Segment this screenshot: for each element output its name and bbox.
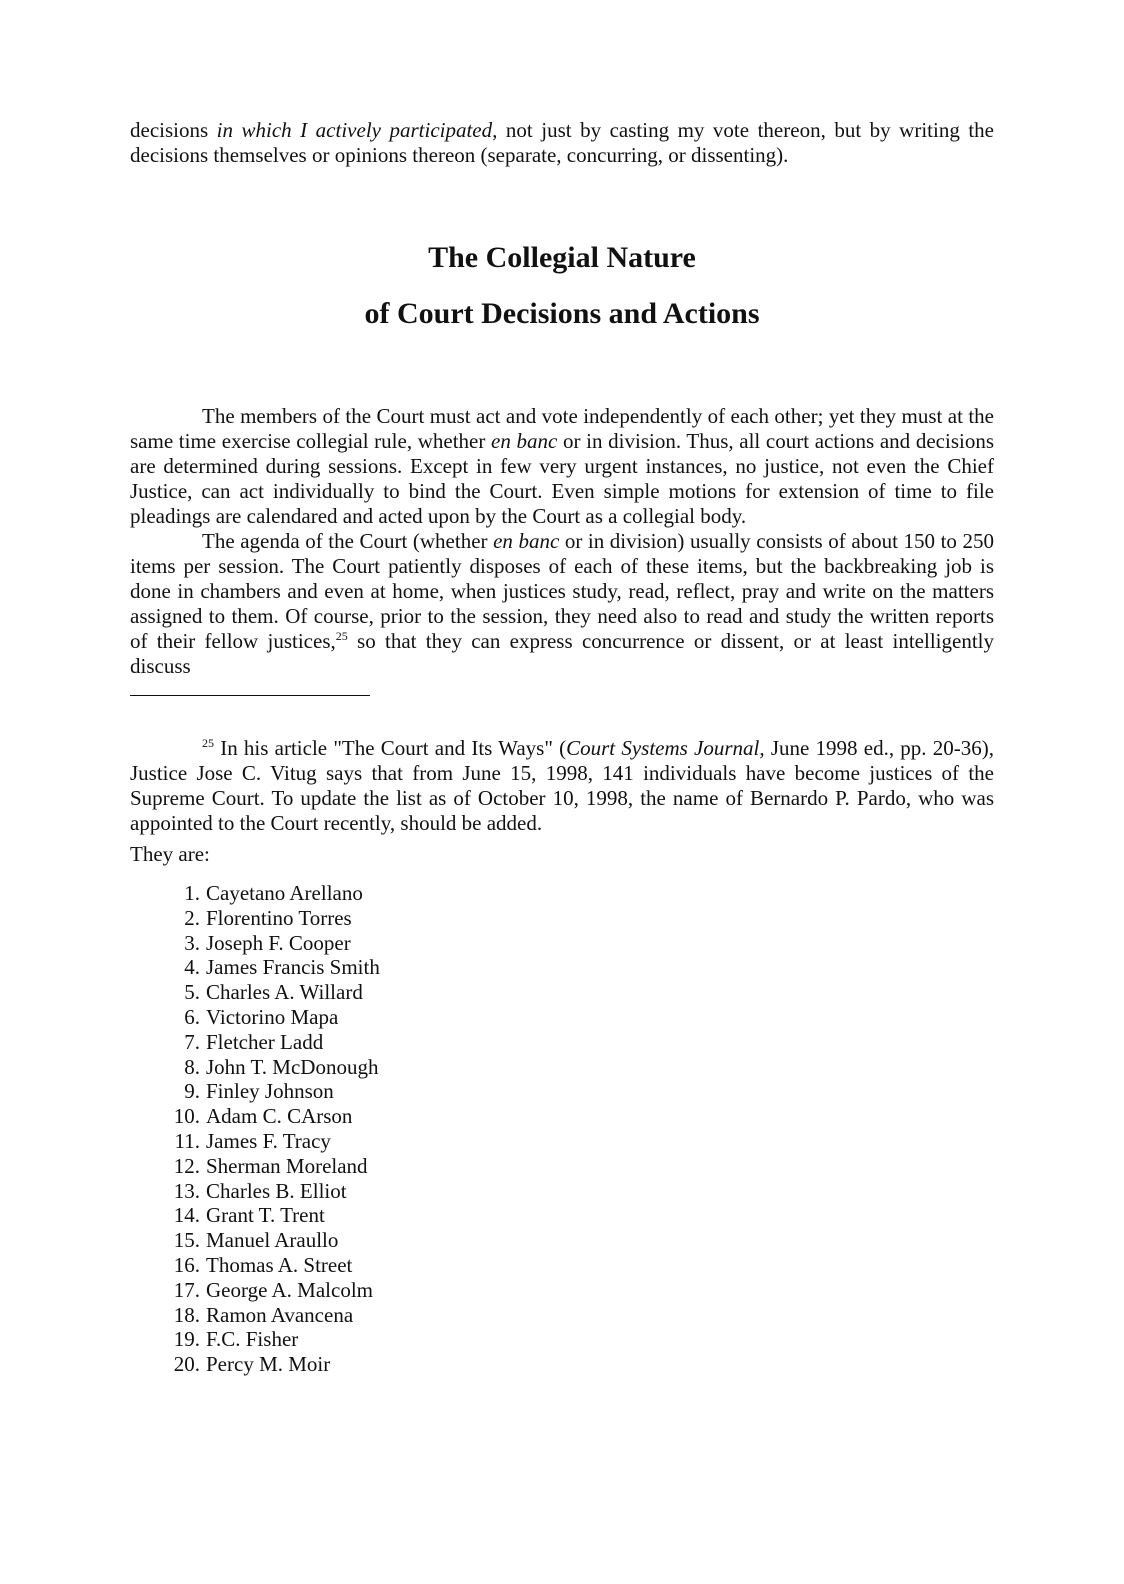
paragraph-agenda (130, 529, 994, 679)
list-item (130, 1104, 994, 1129)
list-item-name: Sherman Moreland (206, 1153, 368, 1178)
list-item-name: Grant T. Trent (206, 1203, 325, 1228)
list-item-number: 19. (173, 1327, 200, 1352)
list-item (130, 931, 994, 956)
list-item-name: John T. McDonough (206, 1054, 379, 1079)
list-item-name: James F. Tracy (206, 1128, 331, 1153)
list-item-name: Charles A. Willard (206, 980, 363, 1005)
list-item-name: Manuel Araullo (206, 1228, 339, 1253)
para1-italic: en banc (491, 429, 558, 453)
list-item-name: Florentino Torres (206, 905, 352, 930)
justices-list (130, 881, 994, 1377)
list-item-number: 7. (184, 1029, 200, 1054)
list-item-number: 12. (173, 1153, 200, 1178)
list-item (130, 1278, 994, 1303)
list-item (130, 906, 994, 931)
list-item-number: 5. (184, 980, 200, 1005)
list-item (130, 1253, 994, 1278)
footnote-reference[interactable]: 25 (335, 629, 348, 643)
heading-line-2: of Court Decisions and Actions (364, 297, 760, 330)
list-item (130, 1005, 994, 1030)
list-item-number: 17. (173, 1277, 200, 1302)
list-item-name: Joseph F. Cooper (206, 930, 351, 955)
para1-text-b: or in division. Thus, all court actions and decisions are determined during sessions. Except in few very urgent instances, no justice, not even the Chief Justice, can act individually to bind the Court. Even simple motions for extension of time to file pleadings are calendared and acted upon by the Court as a collegial body. (130, 429, 994, 528)
list-item-number: 14. (173, 1203, 200, 1228)
list-item-name: George A. Malcolm (206, 1277, 373, 1302)
list-item-number: 16. (173, 1252, 200, 1277)
footnote-25 (130, 736, 994, 836)
footnote-text-b: June 1998 ed., pp. 20-36), Justice Jose C. Vitug says that from June 15, 1998, 141 individuals have become justices of the Supreme Court. To update the list as of October 10, 1998, the name of Bernardo P. Pardo, who was appointed to the Court recently, should be added. (130, 736, 995, 835)
intro-italic: in which I actively participated, (216, 118, 498, 142)
list-item-number: 8. (184, 1054, 200, 1079)
list-item-name: F.C. Fisher (206, 1327, 299, 1352)
list-item (130, 1327, 994, 1352)
paragraph-collegial-rule (130, 404, 994, 529)
para2-text-c: so that they can express concurrence or dissent, or at least intelligently discuss (130, 629, 994, 678)
list-item-number: 11. (174, 1128, 200, 1153)
para2-text-b: or in division) usually consists of about 150 to 250 items per session. The Court patiently disposes of each of these items, but the backbreaking job is done in chambers and even at home, when justices study, read, reflect, pray and write on the matters assigned to them. Of course, prior to the session, they need also to read and study the written reports of their fellow justices, (130, 529, 994, 653)
list-item-name: Adam C. CArson (206, 1104, 353, 1129)
footnote-separator (130, 695, 370, 696)
list-item-number: 4. (184, 955, 200, 980)
list-item (130, 1203, 994, 1228)
list-item-number: 2. (184, 905, 200, 930)
list-item-number: 15. (173, 1228, 200, 1253)
footnote-marker: 25 (202, 736, 214, 750)
list-item-name: Thomas A. Street (206, 1252, 353, 1277)
footnote-text-a: In his article "The Court and Its Ways" ( (214, 736, 567, 760)
list-item (130, 881, 994, 906)
list-item-name: Fletcher Ladd (206, 1029, 324, 1054)
list-item-name: Victorino Mapa (206, 1004, 339, 1029)
list-item-name: James Francis Smith (206, 955, 380, 980)
list-item (130, 955, 994, 980)
list-item (130, 980, 994, 1005)
list-item (130, 1129, 994, 1154)
list-item (130, 1079, 994, 1104)
footnote-italic: Court Systems Journal, (566, 736, 765, 760)
list-item (130, 1030, 994, 1055)
list-item-number: 6. (184, 1004, 200, 1029)
para2-text-a: The agenda of the Court (whether (202, 529, 494, 553)
list-item (130, 1055, 994, 1080)
list-item-number: 9. (184, 1079, 200, 1104)
list-item (130, 1303, 994, 1328)
heading-line-1: The Collegial Nature (428, 241, 696, 274)
section-heading (130, 230, 994, 342)
list-item-name: Ramon Avancena (206, 1302, 354, 1327)
list-item-number: 1. (184, 881, 200, 905)
intro-text-a: decisions (130, 118, 217, 142)
list-item (130, 1179, 994, 1204)
list-item-number: 10. (173, 1104, 200, 1129)
list-item-number: 13. (173, 1178, 200, 1203)
list-item-name: Percy M. Moir (206, 1352, 331, 1377)
list-item-number: 18. (173, 1302, 200, 1327)
list-item-name: Charles B. Elliot (206, 1178, 347, 1203)
list-item (130, 1352, 994, 1377)
list-item (130, 1154, 994, 1179)
list-item-name: Cayetano Arellano (206, 881, 363, 905)
list-item-number: 20. (173, 1352, 200, 1377)
para2-italic: en banc (493, 529, 560, 553)
intro-text-b: not just by casting my vote thereon, but by writing the decisions themselves or opinions thereon (separate, concurring, or dissenting). (130, 118, 994, 167)
intro-paragraph (130, 118, 994, 168)
they-are-label: They are: (130, 842, 210, 866)
list-item-number: 3. (184, 930, 200, 955)
para1-text-a: The members of the Court must act and vote independently of each other; yet they must at the same time exercise collegial rule, whether (130, 404, 994, 453)
body-text (130, 404, 994, 679)
list-item-name: Finley Johnson (206, 1079, 334, 1104)
document-page (130, 118, 994, 1377)
list-item (130, 1228, 994, 1253)
